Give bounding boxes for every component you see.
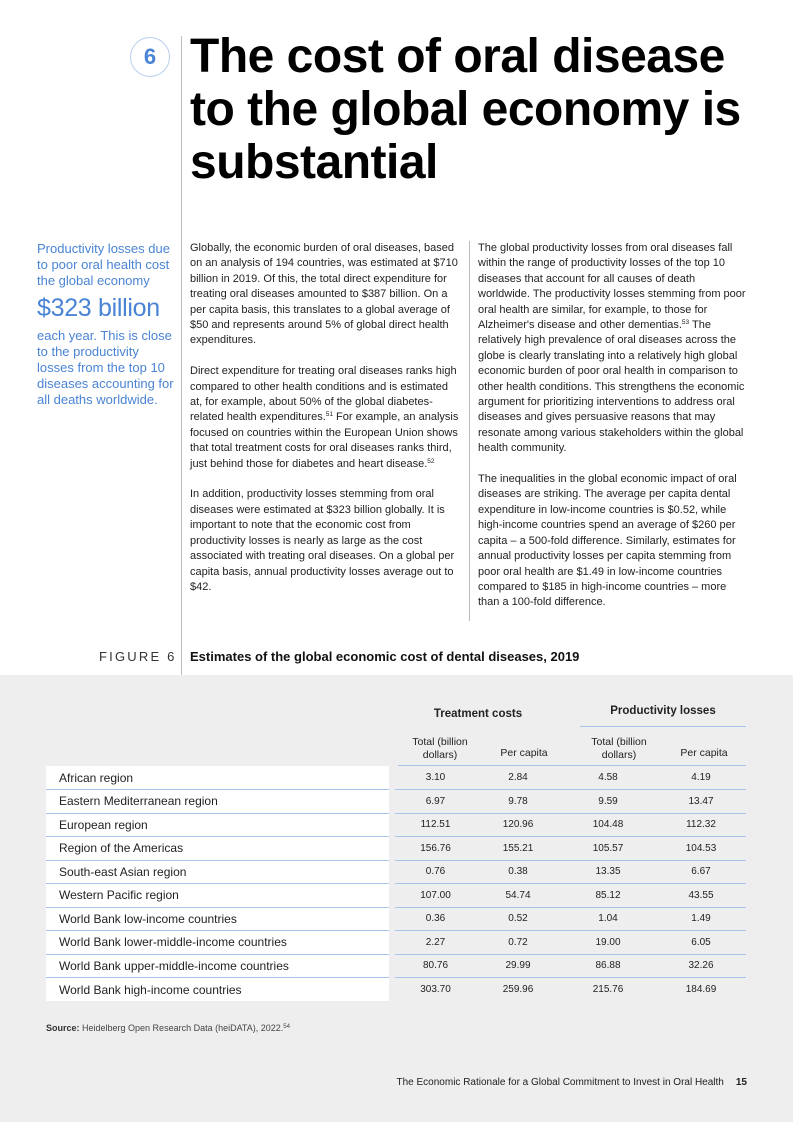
paragraph	[190, 364, 462, 472]
value-cell: 9.78	[476, 790, 560, 814]
page-title: The cost of oral disease to the global economy is substantial	[190, 30, 741, 189]
header-rule	[580, 726, 746, 727]
value-cell: 80.76	[392, 954, 476, 978]
region-cell: World Bank lower-middle-income countries	[46, 931, 392, 955]
value-cell: 107.00	[392, 884, 476, 908]
value-cell: 86.88	[560, 954, 656, 978]
value-cell: 155.21	[476, 837, 560, 861]
value-cell: 105.57	[560, 837, 656, 861]
table-row	[46, 907, 746, 931]
paragraph-text: The relatively high prevalence of oral diseases across the globe is clearly translating into a relatively high global economic burden of poor oral health in comparison to other health conditions. This strengthens the economic argument for prioritizing interventions to address oral diseases and gives persuasive reasons that may resonate among various stakeholders within the global health community.	[478, 319, 745, 455]
value-cell: 32.26	[656, 954, 746, 978]
value-cell: 2.84	[476, 766, 560, 790]
value-cell: 2.27	[392, 931, 476, 955]
value-cell: 1.04	[560, 907, 656, 931]
page-number: 15	[735, 1077, 747, 1088]
cost-table	[46, 766, 746, 1001]
region-cell: World Bank upper-middle-income countries	[46, 954, 392, 978]
value-cell: 9.59	[560, 790, 656, 814]
region-cell: South-east Asian region	[46, 860, 392, 884]
region-cell: European region	[46, 813, 392, 837]
productivity-total-header: Total (billion dollars)	[591, 736, 647, 761]
value-cell: 6.97	[392, 790, 476, 814]
table-row	[46, 931, 746, 955]
value-cell: 85.12	[560, 884, 656, 908]
region-cell: Region of the Americas	[46, 837, 392, 861]
value-cell: 112.51	[392, 813, 476, 837]
value-cell: 0.52	[476, 907, 560, 931]
value-cell: 112.32	[656, 813, 746, 837]
region-cell: Eastern Mediterranean region	[46, 790, 392, 814]
value-cell: 1.49	[656, 907, 746, 931]
body-column-1	[190, 241, 462, 611]
paragraph-text: Direct expenditure for treating oral diseases ranks high compared to other health conditions and is estimated at, for example, about 50% of the global diabetes-related health expenditures.	[190, 365, 457, 424]
treatment-total-header: Total (billion dollars)	[412, 736, 468, 761]
table-row	[46, 978, 746, 1002]
value-cell: 0.38	[476, 860, 560, 884]
table-row	[46, 860, 746, 884]
paragraph-text: For example, an analysis focused on countries within the European Union shows that total treatment costs for oral diseases ranks third, just behind those for diabetes and heart disease.	[190, 411, 459, 470]
table-row	[46, 884, 746, 908]
region-cell: Western Pacific region	[46, 884, 392, 908]
table-row	[46, 954, 746, 978]
paragraph: The inequalities in the global economic impact of oral diseases are striking. The average per capita dental expenditure in low-income countries is $0.52, while high-income countries spend an average of $260 per capita – a 500-fold difference. Similarly, estimates for annual productivity losses per capita stemming from poor oral health are $1.49 in low-income countries compared to $185 in high-income countries – more than a 100-fold difference.	[478, 473, 737, 609]
column-divider	[469, 241, 470, 621]
paragraph	[478, 241, 750, 457]
table-row	[46, 837, 746, 861]
value-cell: 104.48	[560, 813, 656, 837]
value-cell: 54.74	[476, 884, 560, 908]
footnote-ref: 52	[427, 457, 435, 465]
figure-label: FIGURE 6	[99, 649, 177, 664]
vertical-divider	[181, 36, 182, 676]
value-cell: 13.47	[656, 790, 746, 814]
value-cell: 104.53	[656, 837, 746, 861]
value-cell: 0.36	[392, 907, 476, 931]
page-footer	[397, 1077, 748, 1088]
value-cell: 0.72	[476, 931, 560, 955]
chapter-number-badge: 6	[130, 37, 170, 77]
source-note	[46, 1023, 290, 1033]
footnote-ref: 54	[283, 1024, 290, 1030]
value-cell: 215.76	[592, 984, 624, 995]
value-cell: 4.19	[656, 766, 746, 790]
source-text: Heidelberg Open Research Data (heiDATA), 2022.	[79, 1023, 284, 1033]
table-row	[46, 790, 746, 814]
value-cell: 29.99	[476, 954, 560, 978]
treatment-per-capita-header: Per capita	[500, 747, 548, 759]
value-cell: 259.96	[502, 984, 534, 995]
side-callout	[37, 241, 177, 408]
value-cell: 13.35	[560, 860, 656, 884]
region-cell: World Bank high-income countries	[46, 978, 392, 1002]
region-cell: World Bank low-income countries	[46, 907, 392, 931]
treatment-costs-header: Treatment costs	[433, 708, 523, 720]
footnote-ref: 51	[325, 411, 333, 419]
value-cell: 3.10	[392, 766, 476, 790]
table-row	[46, 813, 746, 837]
value-cell: 43.55	[656, 884, 746, 908]
table-row	[46, 766, 746, 790]
value-cell: 184.69	[685, 984, 717, 995]
value-cell: 6.05	[656, 931, 746, 955]
figure-title: Estimates of the global economic cost of dental diseases, 2019	[190, 649, 580, 664]
productivity-per-capita-header: Per capita	[680, 747, 728, 759]
value-cell: 303.70	[420, 984, 451, 995]
productivity-losses-header: Productivity losses	[610, 705, 716, 717]
paragraph: Globally, the economic burden of oral diseases, based on an analysis of 194 countries, was estimated at $710 billion in 2019. Of this, the total direct expenditure for treating oral diseases amounted to $387 billion. On a per capita basis, this translates to a global average of $50 and represents around 5% of global direct health expenditures.	[190, 242, 458, 347]
value-cell: 19.00	[560, 931, 656, 955]
paragraph-text: The global productivity losses from oral diseases fall within the range of productivity losses of the top 10 diseases that account for all causes of death worldwide. The productivity losses stemming from poor oral health are similar, for example, to those for Alzheimer's disease and other dementias.	[478, 242, 746, 332]
value-cell: 4.58	[560, 766, 656, 790]
callout-highlight: $323 billion	[37, 294, 160, 322]
source-label: Source:	[46, 1023, 80, 1033]
footnote-ref: 53	[681, 319, 690, 327]
value-cell: 120.96	[476, 813, 560, 837]
region-cell: African region	[46, 766, 392, 790]
body-column-2	[478, 241, 750, 626]
callout-outro: each year. This is close to the productivity losses from the top 10 diseases accounting for all deaths worldwide.	[37, 328, 174, 407]
value-cell: 6.67	[656, 860, 746, 884]
value-cell: 0.76	[392, 860, 476, 884]
callout-intro: Productivity losses due to poor oral health cost the global economy	[37, 241, 170, 288]
footer-title: The Economic Rationale for a Global Commitment to Invest in Oral Health	[396, 1077, 724, 1088]
value-cell: 156.76	[392, 837, 476, 861]
paragraph: In addition, productivity losses stemming from oral diseases were estimated at $323 billion globally. It is important to note that the economic cost from productivity losses is nearly as large as the cost associated with treating oral diseases. On a global per capita basis, annual productivity losses average out to $42.	[190, 488, 455, 593]
